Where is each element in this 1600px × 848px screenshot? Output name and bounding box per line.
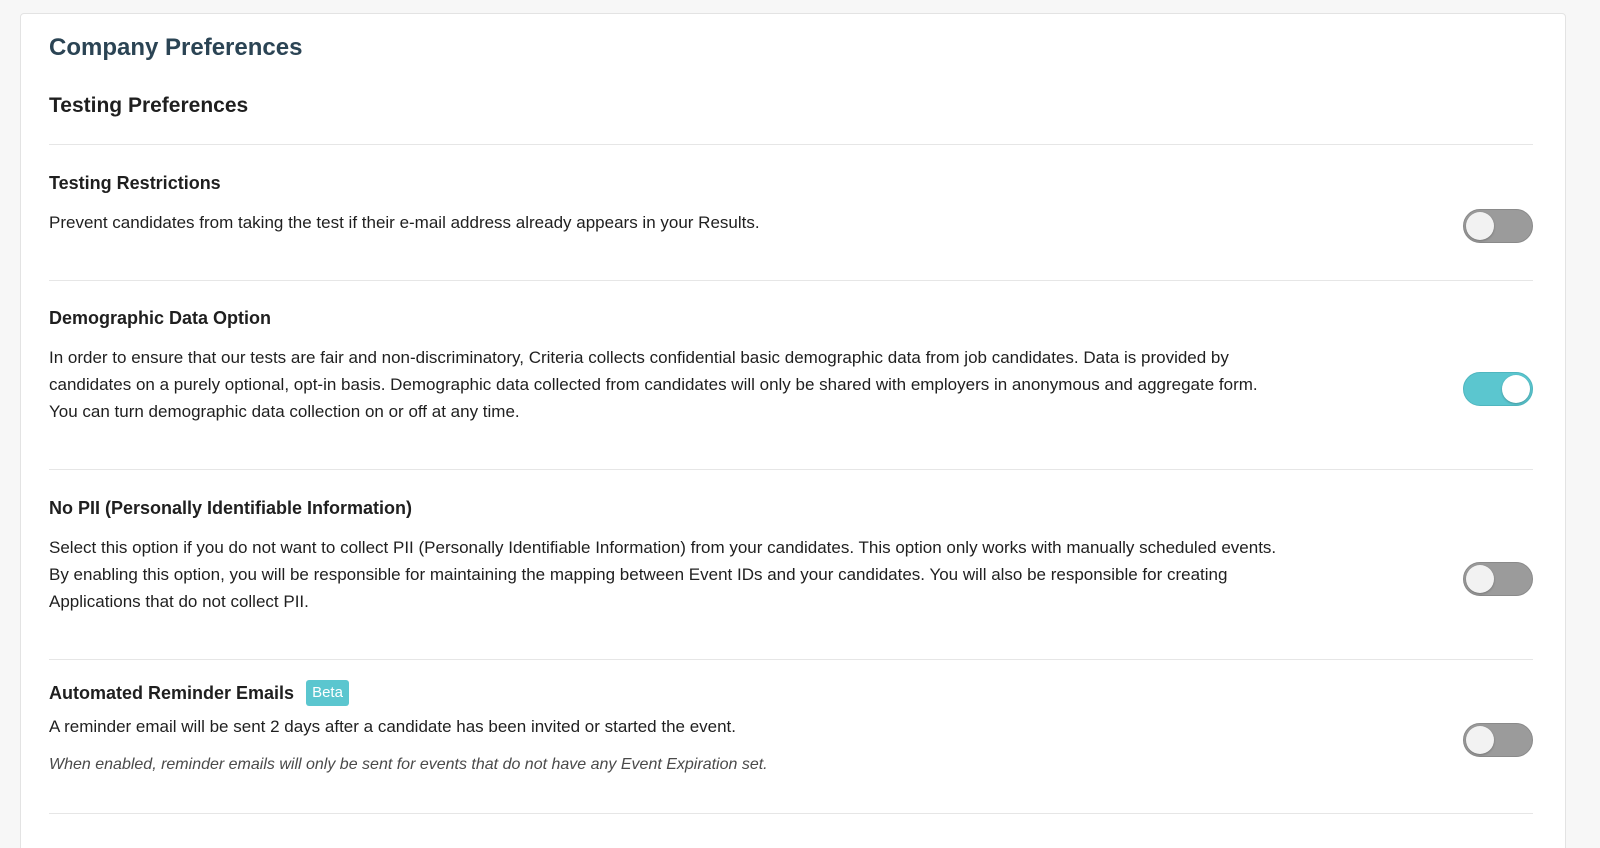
preference-title-text: Automated Reminder Emails [49, 682, 295, 703]
no-pii-toggle[interactable] [1463, 562, 1533, 596]
page-title: Company Preferences [49, 34, 303, 61]
divider [49, 144, 1533, 145]
preferences-card [20, 13, 1566, 848]
toggle-knob [1466, 726, 1494, 754]
divider [49, 469, 1533, 470]
preference-description: Prevent candidates from taking the test if their e-mail address already appears in your Results. [49, 213, 760, 232]
preference-title: Demographic Data Option [49, 307, 272, 328]
preference-demographic-data [49, 306, 1533, 466]
toggle-knob [1466, 212, 1494, 240]
preference-description: Select this option if you do not want to collect PII (Personally Identifiable Information) from your candidates. This option only works with manually scheduled events. By enabling this option, you will be responsible for maintaining the mapping between Event IDs and your candidates. You will also be responsible for creating Applications that do not collect PII. [49, 538, 1277, 611]
toggle-knob [1502, 375, 1530, 403]
divider [49, 813, 1533, 814]
preference-no-pii [49, 496, 1533, 656]
demographic-data-toggle[interactable] [1463, 372, 1533, 406]
preference-title [49, 681, 1533, 705]
preference-description: In order to ensure that our tests are fair and non-discriminatory, Criteria collects confidential basic demographic data from job candidates. Data is provided by candidates on a purely optional, opt-in basis. Demographic data collected from candidates will only be shared with employers in anonymous and aggregate form. You can turn demographic data collection on or off at any time. [49, 348, 1258, 421]
preference-title: Testing Restrictions [49, 172, 221, 193]
toggle-knob [1466, 565, 1494, 593]
testing-restrictions-toggle[interactable] [1463, 209, 1533, 243]
section-title: Testing Preferences [49, 94, 249, 117]
preference-title: No PII (Personally Identifiable Information) [49, 497, 413, 518]
divider [49, 280, 1533, 281]
beta-badge: Beta [306, 680, 349, 706]
preference-note: When enabled, reminder emails will only be sent for events that do not have any Event Expiration set. [49, 756, 768, 773]
preference-description: A reminder email will be sent 2 days after a candidate has been invited or started the event. [49, 717, 737, 736]
preference-automated-reminder-emails [49, 681, 1533, 811]
preference-testing-restrictions [49, 171, 1533, 281]
automated-reminder-emails-toggle[interactable] [1463, 723, 1533, 757]
divider [49, 659, 1533, 660]
